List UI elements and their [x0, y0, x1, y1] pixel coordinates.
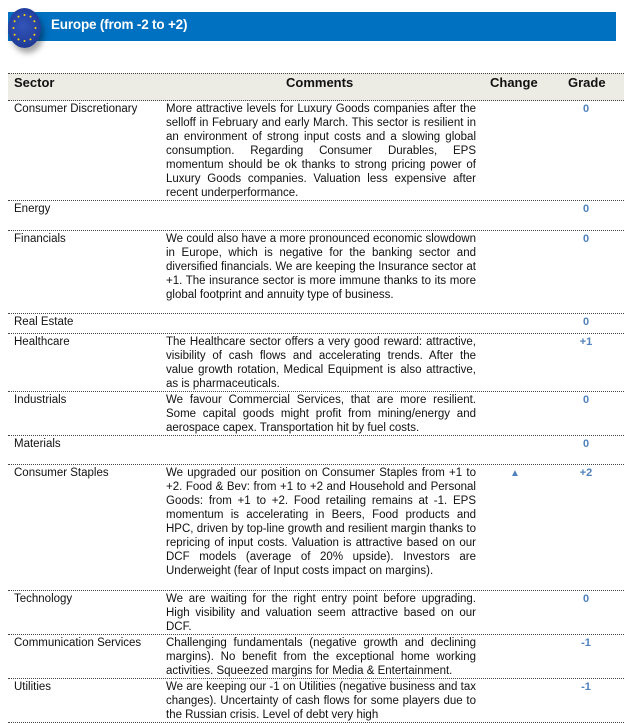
sector-name: Financials: [14, 233, 66, 245]
grade-value: -1: [581, 681, 591, 693]
header-grade: Grade: [568, 75, 606, 90]
region-banner: [8, 12, 616, 41]
table-row: [8, 679, 624, 723]
table-row: [8, 465, 624, 591]
sector-name: Consumer Discretionary: [14, 103, 138, 115]
sector-name: Healthcare: [14, 336, 70, 348]
table-row: [8, 334, 624, 392]
grade-value: 0: [582, 316, 590, 328]
sector-name: Technology: [14, 593, 73, 605]
table-row: [8, 101, 624, 201]
sector-comment: [166, 314, 476, 329]
change-up-icon: ▲: [510, 468, 520, 479]
table-row: [8, 314, 624, 334]
grade-value: +1: [579, 336, 593, 348]
grade-value: +2: [579, 467, 593, 479]
sector-name: Industrials: [14, 394, 67, 406]
table-body: [8, 101, 624, 723]
sector-comment: We could also have a more pronounced economic slowdown in Europe, which is negative for the banking sector and diversified financials. We are keeping the Insurance sector at +1. The insurance sector is more immune thanks to its more global footprint and annuity type of business.: [166, 233, 476, 301]
table-row: [8, 392, 624, 436]
sector-comment: We are keeping our -1 on Utilities (negative business and tax changes). Uncertainty of cash flows for some players due to the Russian crisis. Level of debt very high: [166, 681, 476, 721]
grade-value: 0: [582, 233, 590, 245]
table-row: [8, 591, 624, 635]
sector-comment: Challenging fundamentals (negative growth and declining margins). No benefit from the exceptional home working activities. Squeezed margins for Media & Entertainment.: [166, 637, 476, 677]
sector-comment: We upgraded our position on Consumer Staples from +1 to +2. Food & Bev: from +1 to +2 and Household and Personal Goods: from +1 to +2. Food retailing remains at -1. EPS momentum is accelerating in Beers, Food products and HPC, driven by top-line growth and resilient margin thanks to repricing of input costs. Valuation is attractive based on our DCF models (average of 20% upside). Investors are Underweight (fear of Input costs impact on margins).: [166, 467, 476, 577]
table-row: [8, 635, 624, 679]
table-row: [8, 201, 624, 231]
sector-comment: [166, 201, 476, 216]
sector-comment: We are waiting for the right entry point before upgrading. High visibility and valuation seem attractive based on our DCF.: [166, 593, 476, 633]
table-row: [8, 231, 624, 314]
sector-name: Communication Services: [14, 637, 142, 649]
header-change: Change: [490, 75, 538, 90]
sector-comment: More attractive levels for Luxury Goods companies after the selloff in February and early March. This sector is resilient in an environment of strong input costs and a slowing global consumption. Regarding Consumer Durables, EPS momentum should be ok thanks to strong pricing power of Luxury Goods companies. Valuation less expensive after recent underperformance.: [166, 103, 476, 199]
sector-name: Consumer Staples: [14, 467, 109, 479]
sector-table: [8, 73, 624, 723]
sector-name: Real Estate: [14, 316, 74, 328]
grade-value: 0: [582, 438, 590, 450]
sector-comment: The Healthcare sector offers a very good reward: attractive, visibility of cash flows and accelerating trends. After the value growth rotation, Medical Equipment is also attractive, as is pharmaceuticals.: [166, 336, 476, 390]
table-header: [8, 73, 624, 101]
grade-value: -1: [581, 637, 591, 649]
sector-name: Energy: [14, 203, 51, 215]
grade-value: 0: [582, 593, 590, 605]
header-sector: Sector: [14, 75, 55, 90]
header-comments: Comments: [286, 75, 354, 90]
table-row: [8, 436, 624, 465]
grade-value: 0: [582, 203, 590, 215]
region-title: Europe (from -2 to +2): [51, 17, 188, 32]
sector-name: Materials: [14, 438, 61, 450]
grade-value: 0: [582, 394, 590, 406]
sector-comment: [166, 436, 476, 451]
sector-name: Utilities: [14, 681, 52, 693]
grade-value: 0: [582, 103, 590, 115]
eu-flag-icon: [8, 8, 41, 48]
sector-comment: We favour Commercial Services, that are more resilient. Some capital goods might profit from mining/energy and aerospace capex. Transportation hit by fuel costs.: [166, 394, 476, 434]
